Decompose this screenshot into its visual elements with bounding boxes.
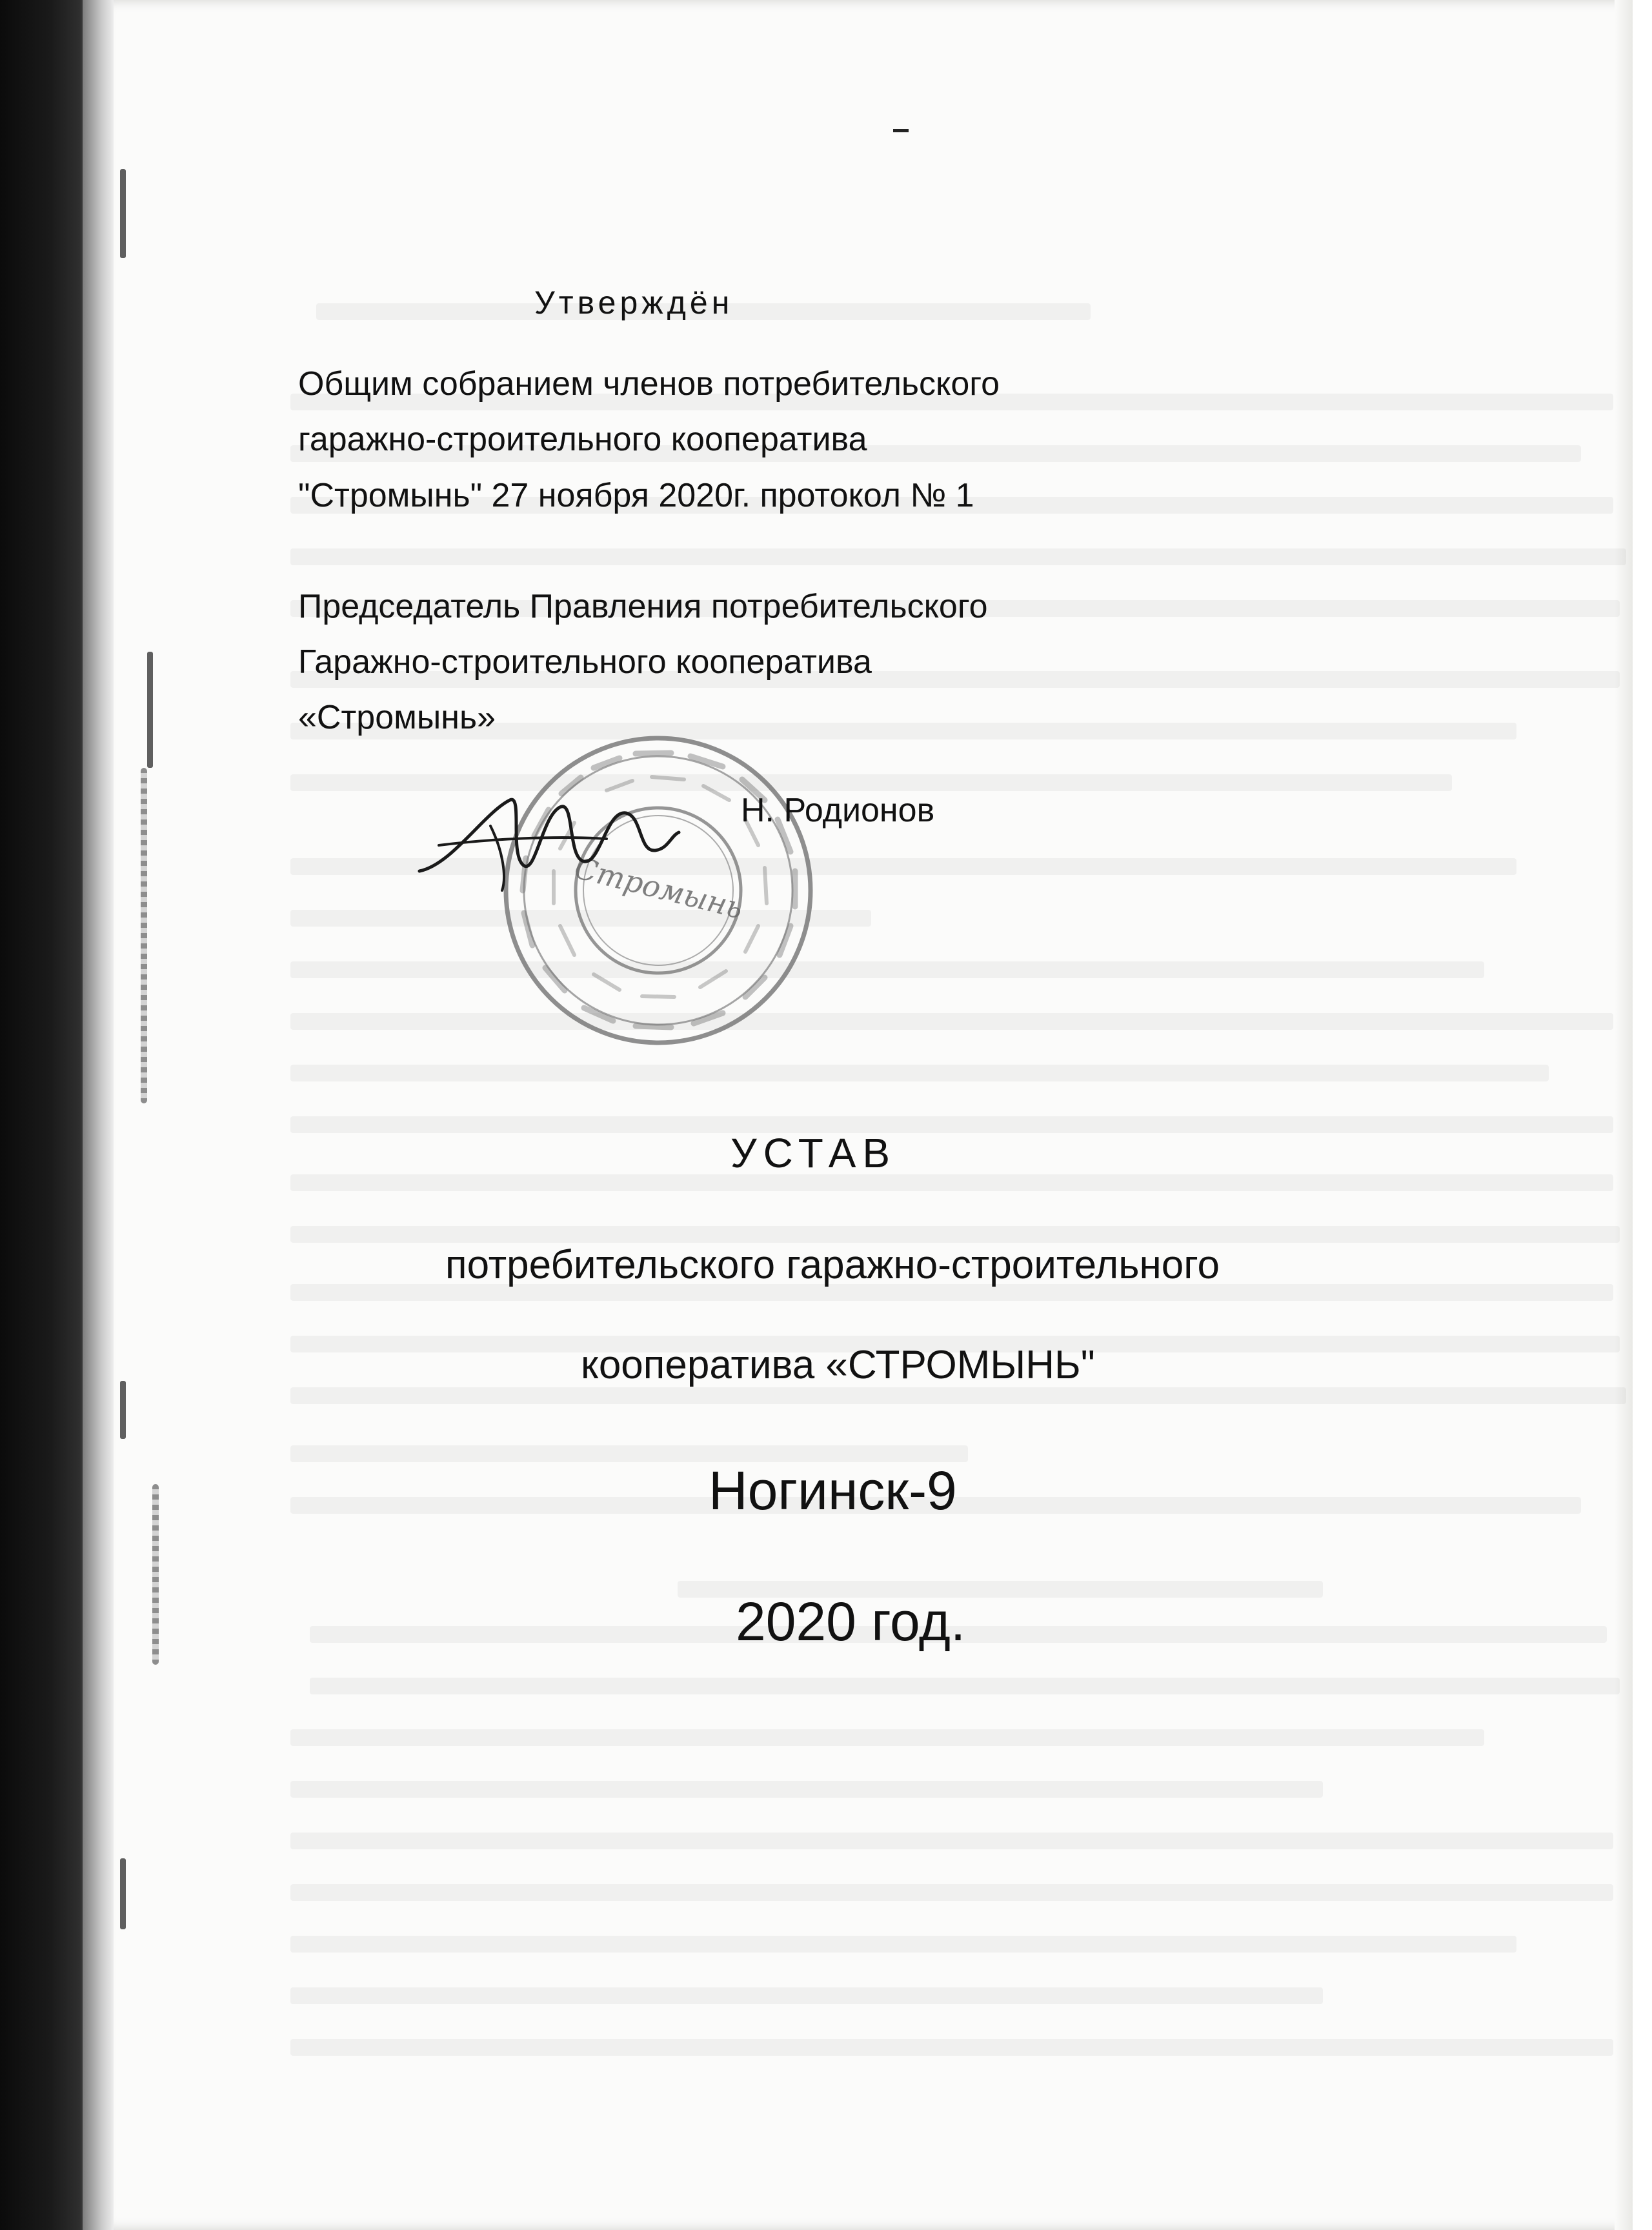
show-through-text (290, 1987, 1323, 2004)
show-through-text (290, 1065, 1549, 1081)
document-subtitle-line-1: потребительского гаражно-строительного (445, 1243, 1220, 1287)
staple (120, 169, 126, 258)
document-year: 2020 год. (736, 1591, 966, 1652)
chairman-line-3: «Стромынь» (298, 699, 496, 736)
approval-line-2: гаражно-строительного кооператива (298, 421, 867, 458)
show-through-text (290, 1729, 1484, 1746)
document-title: УСТАВ (730, 1130, 897, 1176)
show-through-text (290, 1116, 1613, 1133)
show-through-text (290, 1174, 1613, 1191)
show-through-text (290, 1833, 1613, 1849)
staple (120, 1858, 126, 1929)
show-through-text (290, 2039, 1613, 2056)
show-through-text (290, 961, 1484, 978)
approval-line-1: Общим собранием членов потребительского (298, 365, 1000, 403)
approved-label: Утверждён (534, 285, 734, 321)
signer-name: Н. Родионов (741, 792, 935, 829)
document-subtitle-line-2: кооператива «СТРОМЫНЬ" (581, 1343, 1095, 1387)
show-through-text (310, 1678, 1620, 1694)
handwritten-signature (413, 774, 684, 897)
seal-center-text: Стромынь (570, 850, 747, 926)
chairman-line-1: Председатель Правления потребительского (298, 588, 988, 625)
chairman-line-2: Гаражно-строительного кооператива (298, 643, 872, 681)
staple (120, 1381, 126, 1439)
binding-thread (152, 1484, 159, 1665)
show-through-text (290, 1781, 1323, 1798)
document-page (97, 0, 1633, 2230)
show-through-text (290, 1884, 1613, 1901)
mark-dash (893, 129, 909, 132)
approval-line-3: "Стромынь" 27 ноября 2020г. протокол № 1 (298, 477, 974, 514)
document-city: Ногинск-9 (709, 1460, 957, 1521)
staple (147, 652, 153, 768)
show-through-text (290, 1387, 1626, 1404)
binding-thread (141, 768, 147, 1103)
show-through-text (290, 548, 1626, 565)
binding-strip (83, 0, 114, 2230)
show-through-text (290, 1226, 1620, 1243)
show-through-text (290, 1013, 1613, 1030)
show-through-text (290, 1936, 1516, 1953)
page-edge-shadow (1615, 0, 1633, 2230)
